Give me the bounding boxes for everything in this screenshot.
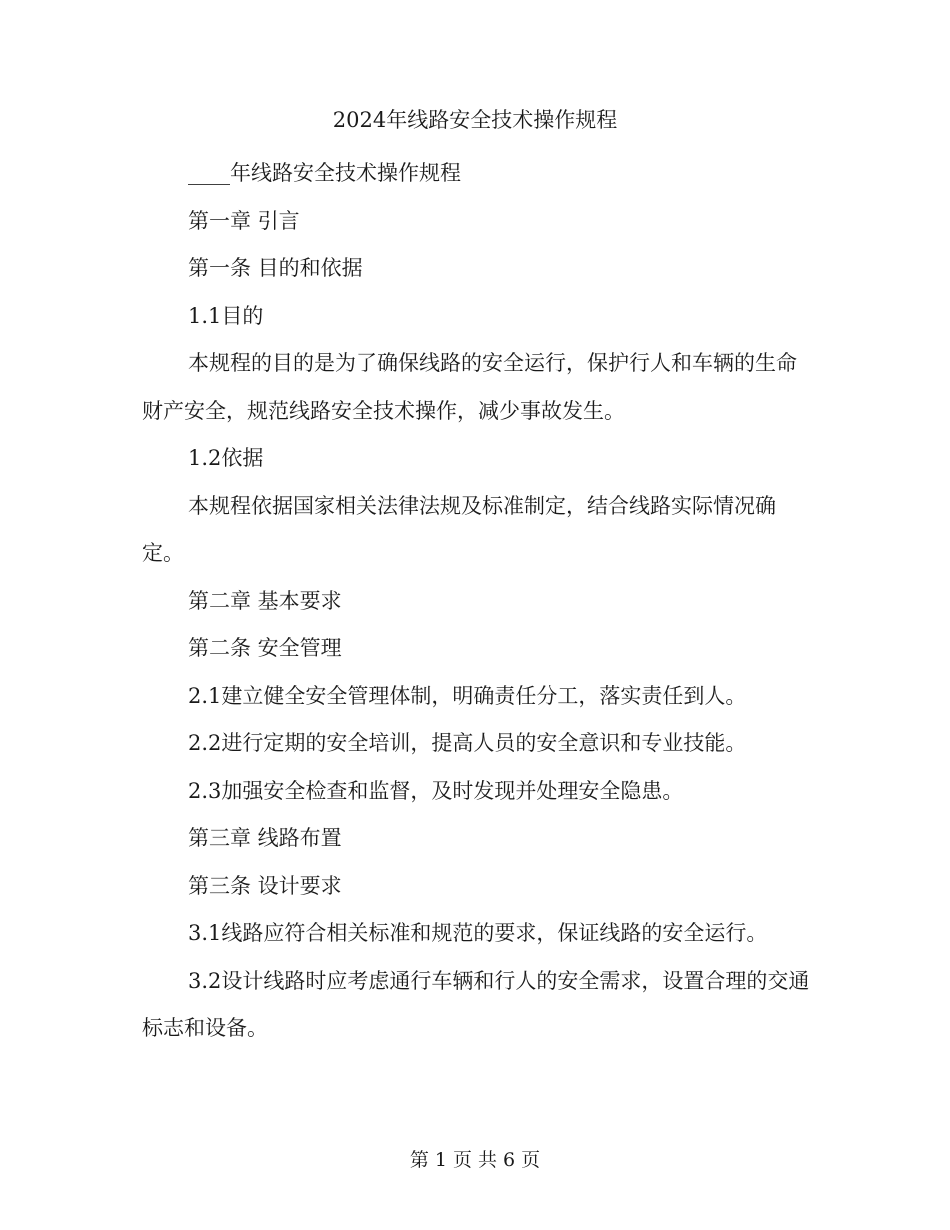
paragraph: 本规程依据国家相关法律法规及标准制定，结合线路实际情况确定。 [142, 493, 776, 565]
section-heading: 1.1目的 [188, 303, 264, 328]
list-item: 2.2进行定期的安全培训，提高人员的安全意识和专业技能。 [188, 731, 747, 755]
list-item: 3.1线路应符合相关标准和规范的要求，保证线路的安全运行。 [188, 921, 768, 945]
list-item: 2.3加强安全检查和监督，及时发现并处理安全隐患。 [188, 778, 684, 803]
paragraph: 本规程的目的是为了确保线路的安全运行，保护行人和车辆的生命财产安全，规范线路安全技术操作，减少事故发生。 [142, 351, 797, 423]
chapter-heading: 第二章 基本要求 [188, 588, 342, 613]
chapter-heading: 第一章 引言 [188, 208, 300, 233]
article-heading: 第二条 安全管理 [188, 636, 342, 660]
article-heading: 第三条 设计要求 [188, 873, 342, 898]
document-title: 2024年线路安全技术操作规程 [332, 108, 618, 132]
section-heading: 1.2依据 [188, 446, 264, 470]
list-item: 2.1建立健全安全管理体制，明确责任分工，落实责任到人。 [188, 683, 747, 708]
paragraph: ____年线路安全技术操作规程 [188, 161, 461, 185]
article-heading: 第一条 目的和依据 [188, 256, 363, 280]
document-body [142, 150, 812, 1053]
chapter-heading: 第三章 线路布置 [188, 826, 342, 850]
page-footer: 第 1 页 共 6 页 [409, 1149, 541, 1171]
list-item: 3.2设计线路时应考虑通行车辆和行人的安全需求，设置合理的交通标志和设备。 [142, 968, 810, 1040]
